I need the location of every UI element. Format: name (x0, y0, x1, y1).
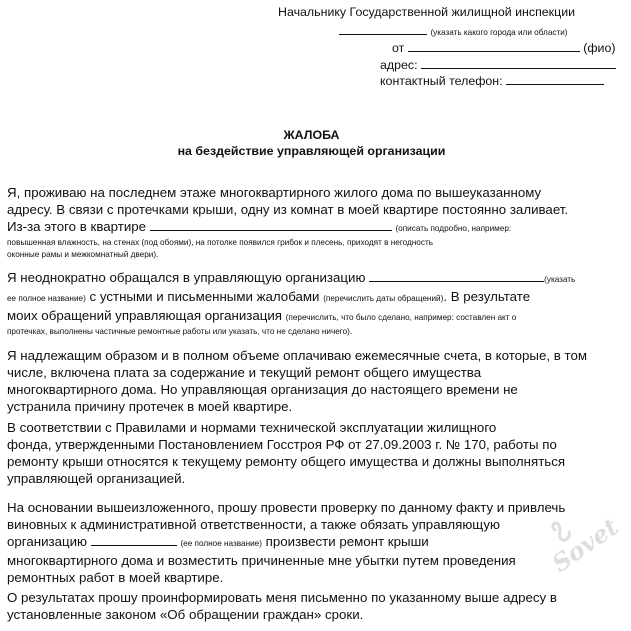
fio-blank[interactable] (408, 39, 580, 52)
phone-blank[interactable] (506, 72, 604, 85)
p3-line-1: Я надлежащим образом и в полном объеме оплачиваю ежемесячные счета, в которые, в том (7, 348, 588, 363)
paragraph-4 (7, 419, 619, 487)
p1-line-1: Я, проживаю на последнем этаже многоквартирного жилого дома по вышеуказанному (7, 185, 542, 200)
from-line (392, 39, 615, 56)
p1-hint-line-1: повышенная влажность, на стенах (под обоями), на потолке появился грибок и плесень, приходят в негодность (7, 238, 433, 247)
p2-line-1 (7, 269, 619, 288)
from-label: от (392, 41, 405, 55)
address-label: адрес: (380, 58, 418, 72)
p2-hint-line: протечках, выполнены частичные ремонтные работы или указать, что не сделано ничего). (7, 327, 353, 336)
p2-line-2 (7, 288, 619, 307)
p2-hint-3: (перечислить даты обращений) (323, 294, 444, 303)
city-blank[interactable] (339, 22, 427, 35)
p5-line-2: виновных к административной ответственности, а также обязать управляющую (7, 517, 501, 532)
p5-line-5: ремонтных работ в моей квартире. (7, 570, 224, 585)
p1-hint-line-2: оконные рамы и межкомнатный двери). (7, 250, 159, 259)
addressee-text: Начальнику Государственной жилищной инспекции (278, 5, 576, 19)
p2-line-2-tail: . В результате (443, 289, 531, 304)
paragraph-6 (7, 589, 619, 623)
p2-hint-2: ее полное название) (7, 294, 86, 303)
p1-line-3 (7, 218, 619, 237)
p1-hint: (описать подробно, например: (395, 224, 512, 233)
p4-line-2: фонда, утвержденными Постановлением Госстроя РФ от 27.09.2003 г. № 170, работы по (7, 437, 557, 452)
p1-line-3-text: Из-за этого в квартире (7, 219, 147, 234)
p6-line-2: установленные законом «Об обращении граждан» сроки. (7, 607, 364, 622)
p4-line-1: В соответствии с Правилами и нормами технической эксплуатации жилищного (7, 420, 497, 435)
phone-label: контактный телефон: (380, 74, 503, 88)
address-line (380, 56, 616, 73)
addressee-line (278, 4, 575, 20)
p5-blank[interactable] (91, 534, 177, 546)
watermark-text: Sovet (546, 511, 624, 578)
p2-line-2-text: с устными и письменными жалобами (89, 289, 320, 304)
p1-blank[interactable] (150, 219, 392, 231)
title-line-2: на бездействие управляющей организации (177, 144, 446, 158)
p2-blank-1[interactable] (369, 270, 544, 282)
p5-hint: (ее полное название) (180, 539, 262, 548)
p1-line-2: адресу. В связи с протечками крыши, одну из комнат в моей квартире постоянно заливает. (7, 202, 569, 217)
p5-line-1: На основании вышеизложенного, прошу провести проверку по данному факту и привлечь (7, 500, 566, 515)
p4-line-3: ремонту крыши относятся к текущему ремонту общего имущества и должны выполняться (7, 454, 566, 469)
p5-line-4: многоквартирного дома и возместить причиненные мне убытки путем проведения (7, 553, 516, 568)
page-title (0, 127, 627, 159)
p2-hint-1: (указать (544, 275, 576, 284)
city-hint: (указать какого города или области) (430, 28, 568, 37)
p5-line-3-text: организацию (7, 534, 88, 549)
p5-line-3 (7, 533, 619, 552)
p3-line-2: числе, включена плата за содержание и текущий ремонт общего имущества (7, 365, 482, 380)
phone-line (380, 72, 604, 89)
p3-line-4: устранила причину протечек в моей квартире. (7, 399, 293, 414)
title-line-1: ЖАЛОБА (283, 128, 340, 142)
paragraph-1 (7, 184, 619, 261)
p2-hint-4: (перечислить, что было сделано, например: составлен акт о (285, 313, 517, 322)
fio-hint: (фио) (583, 41, 616, 55)
p3-line-3: многоквартирного дома. Но управляющая организация до настоящего времени не (7, 382, 518, 397)
p2-line-3 (7, 307, 619, 326)
paragraph-3 (7, 347, 619, 415)
p2-line-3-text: моих обращений управляющая организация (7, 308, 282, 323)
sovet-watermark (539, 498, 627, 586)
p2-line-1-text: Я неоднократно обращался в управляющую организацию (7, 270, 366, 285)
p4-line-4: управляющей организацией. (7, 471, 186, 486)
address-blank[interactable] (421, 56, 616, 69)
paragraph-5 (7, 499, 619, 586)
p6-line-1: О результатах прошу проинформировать меня письменно по указанному выше адресу в (7, 590, 557, 605)
p5-line-3-tail: произвести ремонт крыши (265, 534, 429, 549)
paragraph-2 (7, 269, 619, 338)
